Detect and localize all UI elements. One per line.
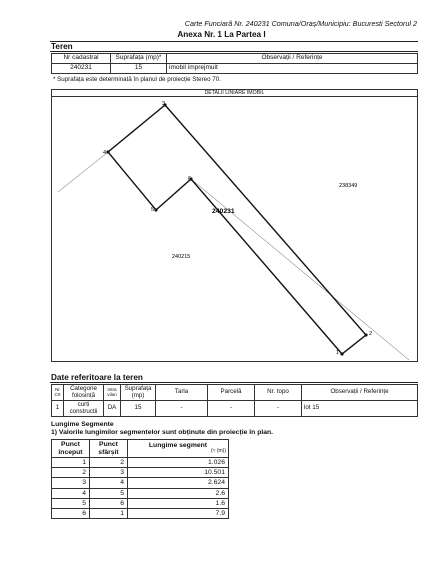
cell-end: 2 bbox=[90, 458, 128, 468]
col-end-b: sfârșit bbox=[98, 448, 119, 456]
cell-length: 1.6 bbox=[128, 498, 229, 508]
header-rule bbox=[50, 41, 418, 42]
parcel-plan-svg bbox=[52, 90, 419, 363]
col-intravilan bbox=[104, 385, 121, 401]
projection-note: * Suprafața este determinată în planul de proiecție Stereo 70. bbox=[53, 76, 221, 83]
cell-start: 6 bbox=[52, 508, 90, 518]
col-suprafata-ref-b: (mp) bbox=[131, 391, 145, 399]
drawing-title: DETALII LINIARE IMOBIL bbox=[52, 90, 417, 97]
table-row bbox=[52, 478, 229, 488]
col-nr-cadastral: Nr cadastral bbox=[52, 54, 111, 64]
col-suprafata: Suprafața (mp)* bbox=[111, 54, 167, 64]
cell-end: 4 bbox=[90, 478, 128, 488]
cell-start: 1 bbox=[52, 458, 90, 468]
col-parcela: Parcelă bbox=[208, 385, 255, 401]
vertex-marker bbox=[154, 208, 157, 211]
cell-suprafata: 15 bbox=[111, 64, 167, 74]
cell-end: 6 bbox=[90, 498, 128, 508]
col-start-point bbox=[52, 440, 90, 458]
ref-section-title: Date referitoare la teren bbox=[51, 373, 143, 382]
col-nr-crt bbox=[52, 385, 64, 401]
cell-nr-cadastral: 240231 bbox=[52, 64, 111, 74]
segments-subtitle: 1) Valorile lungimilor segmentelor sunt obținute din proiecție în plan. bbox=[51, 429, 274, 436]
segments-body bbox=[52, 458, 229, 519]
segments-table-header bbox=[52, 440, 229, 458]
annex-title: Anexa Nr. 1 La Partea I bbox=[177, 30, 266, 39]
neighbor-boundary-line bbox=[58, 152, 108, 192]
segments-title: Lungime Segmente bbox=[51, 421, 114, 428]
col-categorie-b: folosință bbox=[71, 391, 96, 399]
cell-nr: 1 bbox=[52, 401, 64, 417]
parcel-drawing bbox=[51, 89, 418, 362]
cell-end: 1 bbox=[90, 508, 128, 518]
cell-observatii-ref: lot 15 bbox=[302, 401, 418, 417]
neighbor-label-right: 238349 bbox=[339, 183, 358, 189]
cell-end: 3 bbox=[90, 468, 128, 478]
cell-categorie bbox=[64, 401, 104, 417]
table-row bbox=[52, 458, 229, 468]
col-length bbox=[128, 440, 229, 458]
cell-start: 2 bbox=[52, 468, 90, 478]
cell-length: 1.026 bbox=[128, 458, 229, 468]
cell-observatii: imobil imprejmuit bbox=[167, 64, 418, 74]
teren-table-header bbox=[52, 54, 418, 64]
cell-tarla: - bbox=[156, 401, 208, 417]
segments-table bbox=[51, 439, 229, 519]
vertex-label: 3 bbox=[162, 101, 166, 107]
cell-suprafata-ref: 15 bbox=[121, 401, 156, 417]
vertex-marker bbox=[340, 352, 343, 355]
col-observatii: Observații / Referințe bbox=[167, 54, 418, 64]
vertex-marker bbox=[106, 150, 109, 153]
table-row bbox=[52, 64, 418, 74]
cell-length: 2.624 bbox=[128, 478, 229, 488]
col-length-unit: (≈ (m)) bbox=[211, 448, 226, 455]
cell-end: 5 bbox=[90, 488, 128, 498]
col-suprafata-ref bbox=[121, 385, 156, 401]
cell-start: 4 bbox=[52, 488, 90, 498]
neighbor-label-left: 240215 bbox=[172, 254, 191, 260]
col-length-label: Lungime segment bbox=[148, 442, 208, 450]
col-end-point bbox=[90, 440, 128, 458]
vertex-label: 5 bbox=[151, 207, 155, 213]
ref-rule bbox=[50, 382, 418, 383]
teren-rule bbox=[50, 51, 418, 52]
table-row bbox=[52, 508, 229, 518]
col-tarla: Tarla bbox=[156, 385, 208, 401]
col-start-a: Punct bbox=[61, 441, 80, 449]
cell-intravilan: DA bbox=[104, 401, 121, 417]
teren-table bbox=[51, 53, 418, 74]
vertex-label: 6 bbox=[188, 176, 192, 182]
col-nr-crt-a: Nr bbox=[55, 386, 60, 392]
col-nr-crt-b: Crt bbox=[54, 391, 61, 397]
cell-categorie-a: curti bbox=[77, 401, 90, 408]
table-row bbox=[52, 468, 229, 478]
vertex-marker bbox=[364, 333, 367, 336]
col-suprafata-ref-a: Suprafața bbox=[124, 385, 152, 392]
ref-table-header bbox=[52, 385, 418, 401]
col-end-a: Punct bbox=[99, 441, 118, 449]
col-observatii-ref: Observații / Referințe bbox=[302, 385, 418, 401]
vertex-label: 1 bbox=[336, 350, 340, 356]
ref-table bbox=[51, 384, 418, 417]
vertex-label: 4 bbox=[103, 150, 107, 156]
col-intravilan-b: vilan bbox=[107, 391, 117, 397]
cell-length: 7.9 bbox=[128, 508, 229, 518]
parcel-outline bbox=[108, 105, 366, 354]
teren-section-title: Teren bbox=[51, 42, 73, 51]
cell-parcela: - bbox=[208, 401, 255, 417]
cell-start: 3 bbox=[52, 478, 90, 488]
col-start-b: început bbox=[58, 448, 83, 456]
parcel-id-label: 240231 bbox=[212, 208, 235, 215]
col-intravilan-a: Intra bbox=[107, 386, 117, 392]
neighbor-boundary-line bbox=[191, 179, 409, 360]
table-row bbox=[52, 488, 229, 498]
table-row bbox=[52, 498, 229, 508]
vertex-label: 2 bbox=[369, 331, 373, 337]
table-row bbox=[52, 401, 418, 417]
cell-categorie-b: constructii bbox=[69, 407, 98, 415]
col-categorie bbox=[64, 385, 104, 401]
registry-header: Carte Funciară Nr. 240231 Comuna/Oraș/Municipiu: Bucuresti Sectorul 2 bbox=[184, 19, 417, 28]
col-categorie-a: Categorie bbox=[70, 385, 97, 392]
col-nr-topo: Nr. topo bbox=[255, 385, 302, 401]
cell-length: 10.501 bbox=[128, 468, 229, 478]
cell-start: 5 bbox=[52, 498, 90, 508]
cell-length: 2.6 bbox=[128, 488, 229, 498]
cell-nr-topo: - bbox=[255, 401, 302, 417]
